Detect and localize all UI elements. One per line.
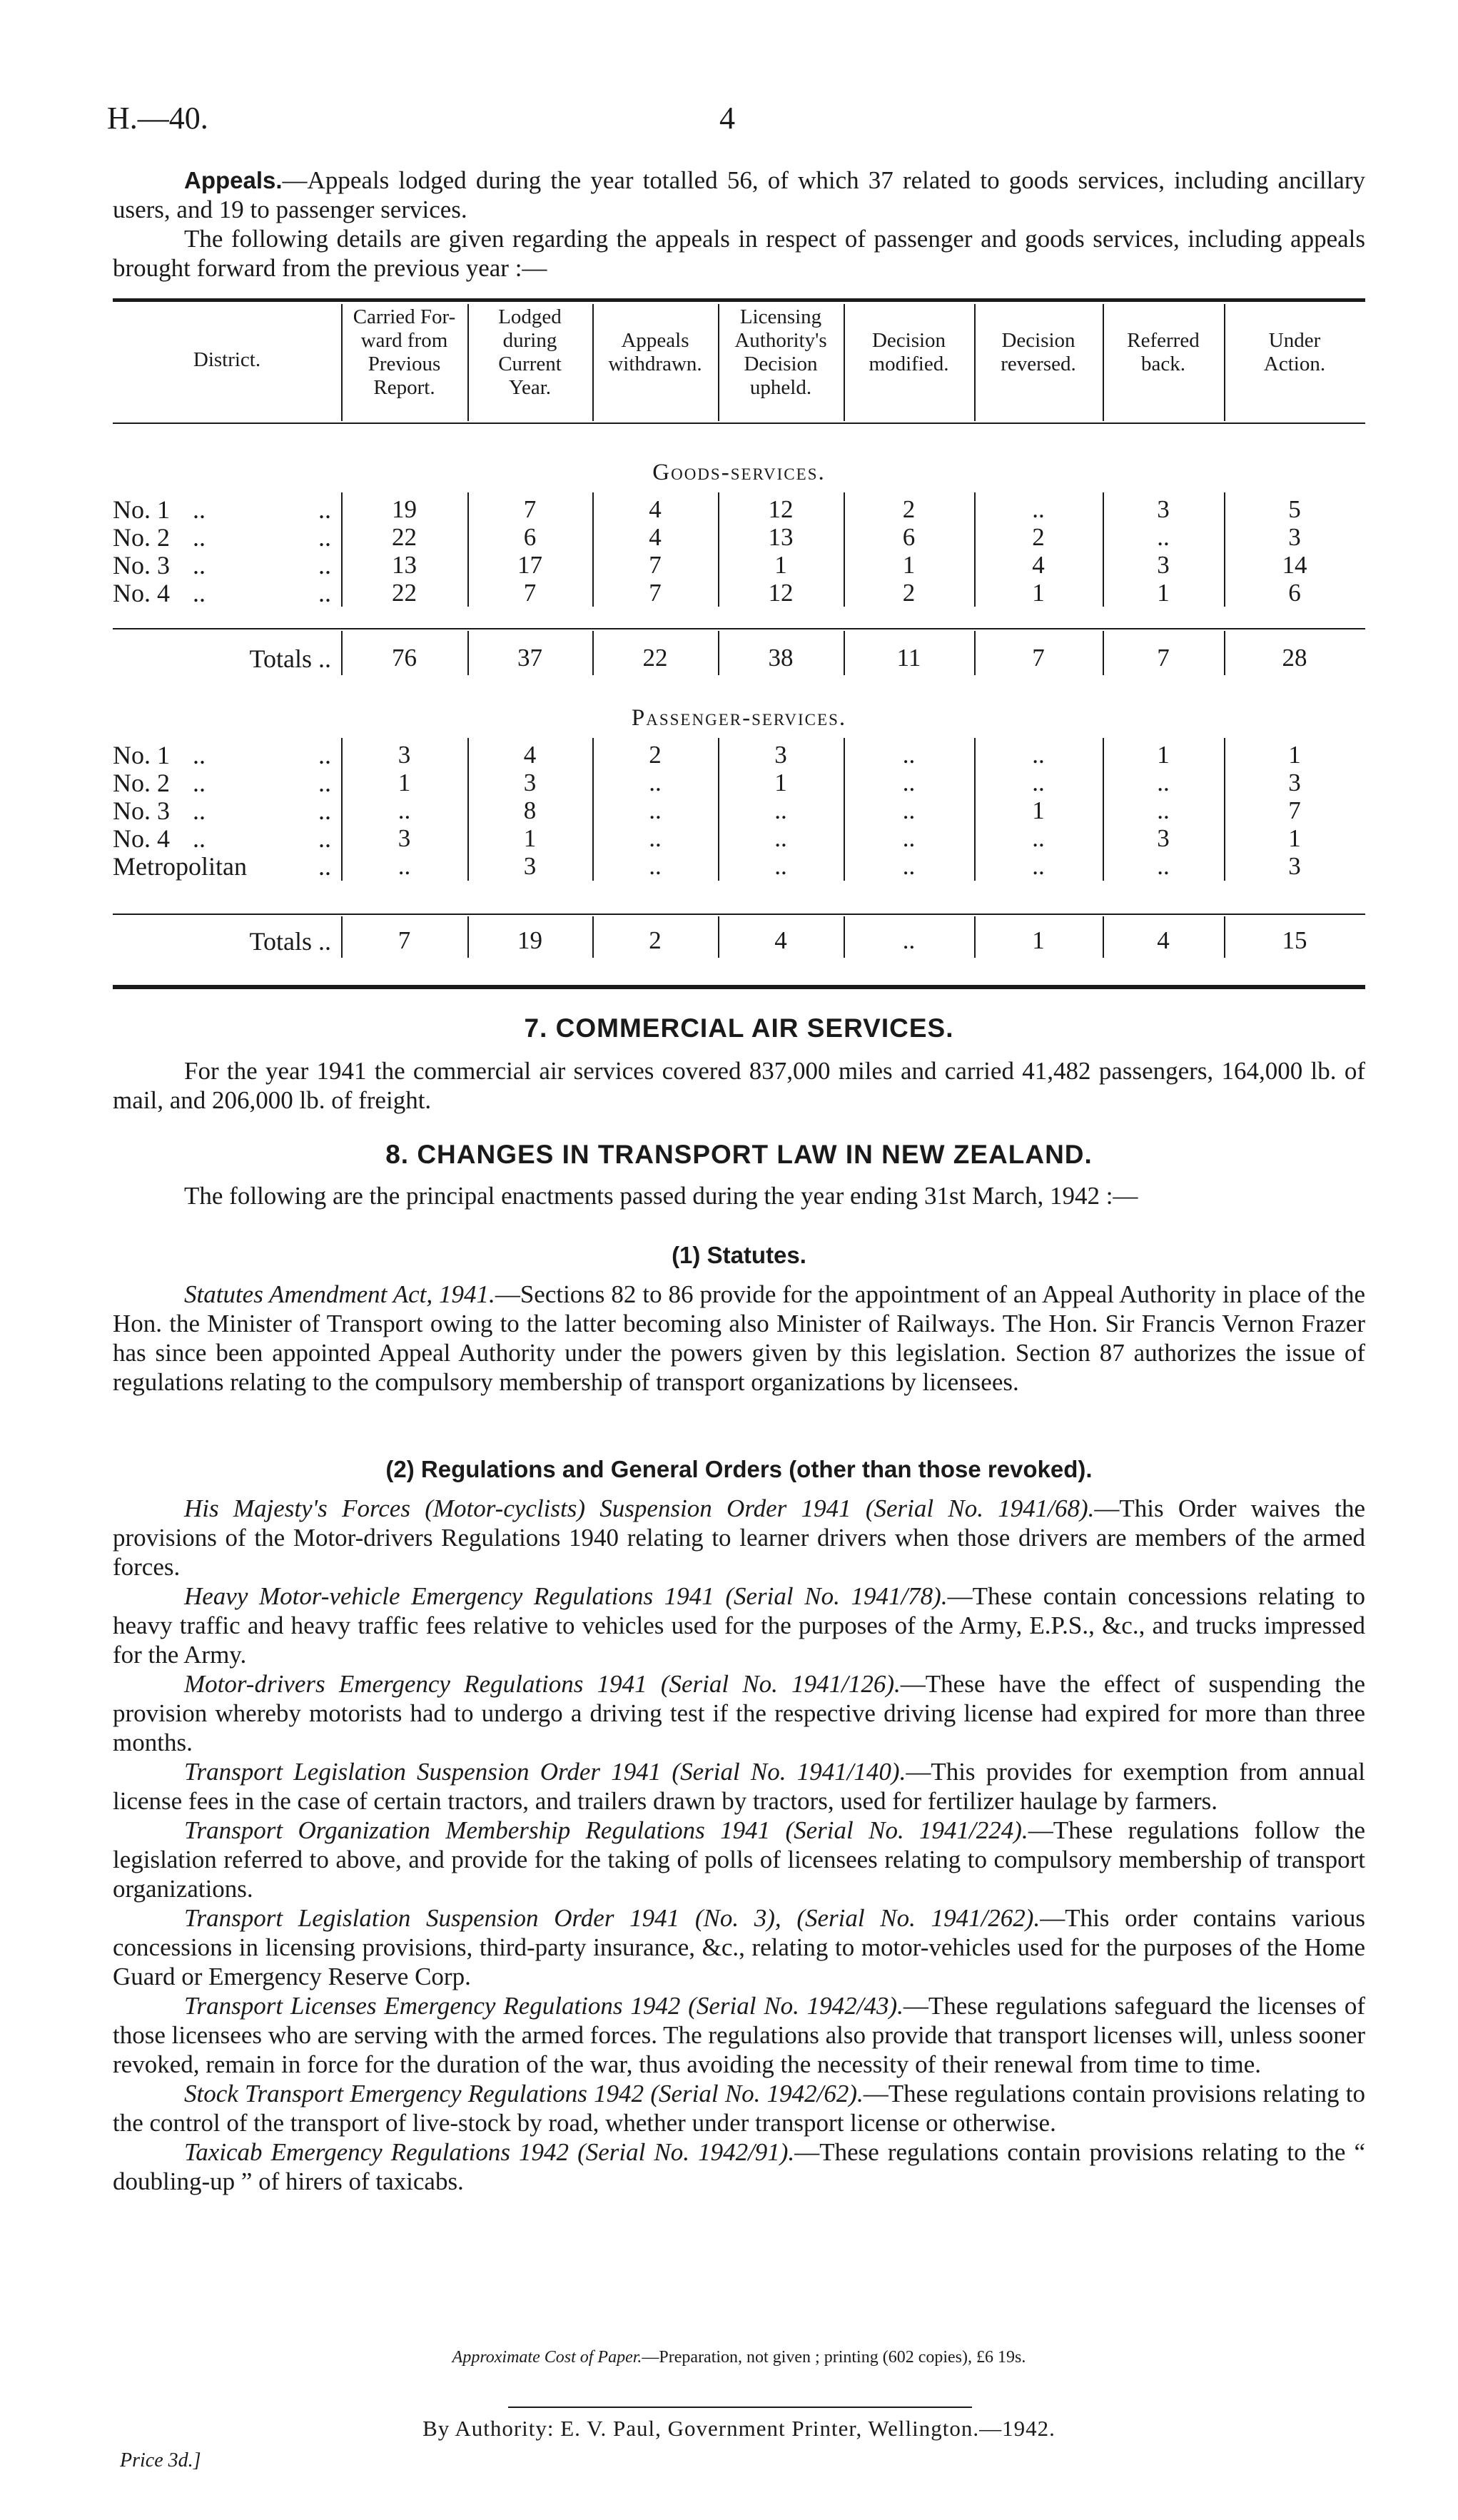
col-header-line: Action.	[1263, 353, 1326, 375]
passenger-total-cell: 2	[649, 926, 662, 954]
goods-totals-rule	[113, 628, 1365, 629]
section-8-intro	[113, 1181, 1365, 1210]
appeals-lead: Appeals.	[184, 167, 283, 193]
col-header-line: Year.	[508, 376, 552, 399]
col-header-district: District.	[193, 348, 261, 371]
leader-dots: ..	[318, 579, 331, 607]
passenger-totals-divider	[718, 916, 719, 958]
goods-totals-divider	[341, 631, 343, 675]
district-name: Metropolitan	[113, 852, 247, 881]
section-7-paragraph	[113, 1056, 1365, 1115]
goods-totals-divider	[467, 631, 469, 675]
passenger-cell: ..	[1032, 769, 1045, 796]
statutes-paragraph	[113, 1280, 1365, 1397]
passenger-total-cell: 4	[774, 926, 787, 954]
goods-cell: 22	[392, 579, 417, 607]
leader-dots: ..	[318, 523, 331, 552]
goods-cell: 1	[1157, 579, 1170, 607]
passenger-cell: 8	[523, 796, 537, 824]
col-header-line: Lodged	[498, 305, 562, 328]
section-8-heading: 8. CHANGES IN TRANSPORT LAW IN NEW ZEALAND.	[385, 1140, 1093, 1169]
leader-dots: ..	[318, 769, 331, 797]
goods-cell: ..	[1157, 523, 1170, 551]
regulation-item	[113, 1669, 1365, 1757]
goods-cell: 2	[902, 579, 916, 607]
passenger-cell: ..	[774, 852, 787, 880]
passenger-cell: 3	[398, 824, 411, 852]
col-header-5	[844, 329, 974, 376]
leader-dots: ..	[318, 852, 331, 881]
passenger-row-label	[113, 796, 341, 825]
passenger-row-label	[113, 769, 341, 797]
goods-total-cell: 7	[1032, 644, 1045, 672]
passenger-cell: 3	[1157, 824, 1170, 852]
passenger-row-label	[113, 824, 341, 853]
passenger-cell: 3	[523, 852, 537, 880]
goods-section-title: Goods-services.	[652, 460, 826, 485]
col-header-line: Current	[498, 353, 562, 375]
goods-total-cell: 76	[392, 644, 417, 672]
goods-cell: 13	[392, 551, 417, 579]
regulation-text: —This order contains various concessions in licensing provisions, third-party insurance, &c., relating to motor-vehicles used for the purposes of the Home Guard or Emergency Reserve Corp.	[113, 1904, 1366, 1990]
regulation-title: His Majesty's Forces (Motor-cyclists) Suspension Order 1941 (Serial No. 1941/68).	[184, 1494, 1095, 1522]
district-name: No. 1	[113, 495, 170, 524]
passenger-cell: ..	[1032, 852, 1045, 880]
passenger-cell: 1	[1157, 741, 1170, 769]
col-header-line: back.	[1141, 353, 1185, 375]
passenger-cell: 2	[649, 741, 662, 769]
section-7-text: For the year 1941 the commercial air services covered 837,000 miles and carried 41,482 passengers, 164,000 lb. of mail, and 206,000 lb. of freight.	[113, 1057, 1365, 1114]
regulation-text: —These regulations contain provisions relating to the “ doubling-up ” of hirers of taxicabs.	[113, 2138, 1365, 2195]
regulation-title: Motor-drivers Emergency Regulations 1941 (Serial No. 1941/126).	[184, 1670, 901, 1698]
leader-dots: ..	[318, 824, 331, 853]
passenger-total-cell: 7	[398, 926, 411, 954]
district-name: No. 3	[113, 551, 170, 580]
goods-total-cell: 7	[1157, 644, 1170, 672]
district-name: No. 4	[113, 824, 170, 853]
cost-label: Approximate Cost of Paper.	[452, 2348, 642, 2367]
passenger-cell: ..	[1157, 769, 1170, 796]
passenger-row-label	[113, 741, 341, 769]
district-name: No. 4	[113, 579, 170, 607]
leader-dots: ..	[318, 796, 331, 825]
passenger-cell: ..	[774, 824, 787, 852]
appeals-table	[113, 298, 1365, 989]
goods-cell: 1	[1032, 579, 1045, 607]
section-7-heading: 7. COMMERCIAL AIR SERVICES.	[524, 1013, 954, 1043]
passenger-cell: 4	[523, 741, 537, 769]
district-name: No. 2	[113, 523, 170, 552]
goods-totals-divider	[1224, 631, 1225, 675]
regulation-title: Transport Licenses Emergency Regulations 1942 (Serial No. 1942/43).	[184, 1992, 903, 2020]
passenger-totals-divider	[844, 916, 845, 958]
goods-cell: 7	[649, 579, 662, 607]
goods-cell: 22	[392, 523, 417, 551]
goods-cell: 6	[1288, 579, 1301, 607]
goods-totals-divider	[1103, 631, 1104, 675]
passenger-total-cell: ..	[902, 926, 916, 954]
footer-divider	[508, 2407, 972, 2408]
regulation-item	[113, 2137, 1365, 2196]
passenger-cell: 3	[1288, 852, 1301, 880]
passenger-totals-label: Totals ..	[249, 927, 331, 956]
appeals-text-2: The following details are given regarding the appeals in respect of passenger and goods services, including appeals brought forward from the previous year :—	[113, 225, 1365, 282]
goods-cell: 1	[902, 551, 916, 579]
regulation-title: Stock Transport Emergency Regulations 1942 (Serial No. 1942/62).	[184, 2080, 864, 2107]
col-header-4	[718, 305, 844, 400]
goods-cell: 3	[1157, 495, 1170, 523]
goods-totals-label: Totals ..	[249, 644, 331, 673]
col-header-line: withdrawn.	[608, 353, 702, 375]
goods-totals-divider	[844, 631, 845, 675]
col-header-1	[341, 305, 467, 400]
price: Price 3d.]	[120, 2449, 201, 2471]
col-header-8	[1224, 329, 1365, 376]
goods-totals-divider	[592, 631, 594, 675]
passenger-cell: ..	[649, 852, 662, 880]
leader-dots: ..	[193, 796, 206, 825]
goods-cell: 1	[774, 551, 787, 579]
col-header-3	[592, 329, 718, 376]
passenger-totals-divider	[974, 916, 976, 958]
passenger-totals-divider	[467, 916, 469, 958]
col-header-line: Appeals	[621, 329, 689, 352]
col-header-line: reversed.	[1001, 353, 1076, 375]
goods-cell: 2	[902, 495, 916, 523]
regulation-item	[113, 1582, 1365, 1669]
goods-cell: 4	[1032, 551, 1045, 579]
passenger-cell: ..	[1157, 852, 1170, 880]
statutes-title: Statutes Amendment Act, 1941.	[184, 1280, 495, 1308]
goods-totals-divider	[718, 631, 719, 675]
goods-total-cell: 38	[768, 644, 794, 672]
col-header-line: ward from	[360, 329, 448, 352]
col-header-7	[1103, 329, 1224, 376]
regulation-title: Transport Legislation Suspension Order 1941 (Serial No. 1941/140).	[184, 1758, 906, 1786]
table-top-rule	[113, 298, 1365, 302]
goods-row-label	[113, 523, 341, 552]
regulation-text: —These contain concessions relating to heavy traffic and heavy traffic fees relative to vehicles used for the purposes of the Army, E.P.S., &c., and trucks impressed for the Army.	[113, 1582, 1365, 1669]
col-header-6	[974, 329, 1103, 376]
cost-of-paper	[113, 2348, 1365, 2367]
passenger-cell: ..	[902, 852, 916, 880]
regulation-title: Transport Legislation Suspension Order 1941 (No. 3), (Serial No. 1941/262).	[184, 1904, 1041, 1932]
passenger-section-title: Passenger-services.	[631, 705, 847, 731]
goods-cell: 17	[517, 551, 542, 579]
goods-cell: 4	[649, 495, 662, 523]
col-header-line: Authority's	[734, 329, 827, 352]
goods-cell: 19	[392, 495, 417, 523]
goods-row-label	[113, 551, 341, 580]
appeals-paragraph	[113, 166, 1365, 283]
goods-cell: 3	[1288, 523, 1301, 551]
passenger-cell: 3	[774, 741, 787, 769]
col-header-line: Licensing	[739, 305, 822, 328]
passenger-cell: ..	[398, 852, 411, 880]
regulation-text: —These regulations follow the legislation referred to above, and provide for the taking of polls of licensees relating to compulsory membership of transport organizations.	[113, 1816, 1365, 1903]
passenger-cell: 1	[523, 824, 537, 852]
passenger-totals-divider	[1224, 916, 1225, 958]
regulation-title: Taxicab Emergency Regulations 1942 (Serial No. 1942/91).	[184, 2138, 795, 2166]
passenger-cell: 1	[774, 769, 787, 796]
passenger-cell: ..	[649, 769, 662, 796]
passenger-cell: 1	[1032, 796, 1045, 824]
leader-dots: ..	[193, 741, 206, 769]
regulations-heading: (2) Regulations and General Orders (other than those revoked).	[385, 1456, 1093, 1482]
goods-cell: 13	[768, 523, 794, 551]
regulation-text: —These have the effect of suspending the provision whereby motorists had to undergo a driving test if the respective driving license had expired for more than three months.	[113, 1670, 1365, 1756]
goods-cell: 12	[768, 495, 794, 523]
regulation-text: —This provides for exemption from annual license fees in the case of certain tractors, and trailers drawn by tractors, used for fertilizer haulage by farmers.	[113, 1758, 1366, 1815]
passenger-cell: ..	[902, 824, 916, 852]
appeals-text-1: —Appeals lodged during the year totalled 56, of which 37 related to goods services, including ancillary users, and 19 to passenger services.	[113, 166, 1365, 223]
goods-cell: 7	[649, 551, 662, 579]
goods-row-label	[113, 495, 341, 524]
leader-dots: ..	[193, 495, 206, 524]
regulation-item	[113, 1494, 1365, 1582]
passenger-totals-rule	[113, 914, 1365, 915]
passenger-cell: 7	[1288, 796, 1301, 824]
passenger-total-cell: 15	[1282, 926, 1307, 954]
leader-dots: ..	[193, 579, 206, 607]
district-name: No. 3	[113, 796, 170, 825]
regulation-item	[113, 1991, 1365, 2079]
col-header-line: Report.	[373, 376, 435, 399]
passenger-cell: ..	[902, 769, 916, 796]
regulation-item	[113, 1757, 1365, 1816]
section-8-intro-text: The following are the principal enactments passed during the year ending 31st March, 1942 :—	[184, 1182, 1138, 1210]
passenger-cell: ..	[774, 796, 787, 824]
goods-cell: 4	[649, 523, 662, 551]
passenger-total-cell: 1	[1032, 926, 1045, 954]
passenger-cell: 3	[1288, 769, 1301, 796]
passenger-cell: ..	[902, 741, 916, 769]
goods-cell: ..	[1032, 495, 1045, 523]
district-name: No. 1	[113, 741, 170, 769]
passenger-cell: ..	[398, 796, 411, 824]
page-number: 4	[719, 101, 735, 136]
col-header-line: during	[502, 329, 557, 352]
printer-authority: By Authority: E. V. Paul, Government Printer, Wellington.—1942.	[422, 2416, 1055, 2441]
leader-dots: ..	[193, 769, 206, 797]
leader-dots: ..	[318, 495, 331, 524]
col-header-line: Under	[1268, 329, 1321, 352]
statutes-heading: (1) Statutes.	[672, 1242, 806, 1268]
col-header-line: Decision	[744, 353, 818, 375]
goods-cell: 7	[523, 495, 537, 523]
passenger-cell: 3	[523, 769, 537, 796]
passenger-cell: 3	[398, 741, 411, 769]
goods-row-label	[113, 579, 341, 607]
goods-total-cell: 11	[896, 644, 921, 672]
passenger-totals-divider	[341, 916, 343, 958]
regulations-list	[113, 1494, 1365, 2196]
passenger-cell: ..	[1032, 741, 1045, 769]
regulation-text: —This Order waives the provisions of the Motor-drivers Regulations 1940 relating to learner drivers when those drivers are members of the armed forces.	[113, 1494, 1366, 1581]
goods-cell: 6	[523, 523, 537, 551]
district-name: No. 2	[113, 769, 170, 797]
goods-cell: 7	[523, 579, 537, 607]
passenger-cell: 1	[1288, 741, 1301, 769]
leader-dots: ..	[193, 551, 206, 580]
goods-cell: 14	[1282, 551, 1307, 579]
cost-text: —Preparation, not given ; printing (602 copies), £6 19s.	[642, 2348, 1026, 2367]
leader-dots: ..	[318, 741, 331, 769]
goods-cell: 12	[768, 579, 794, 607]
col-header-line: Previous	[368, 353, 441, 375]
col-header-line: upheld.	[749, 376, 812, 399]
passenger-cell: ..	[649, 824, 662, 852]
regulation-text: —These regulations contain provisions relating to the control of the transport of live-stock by road, whether under transport license or otherwise.	[113, 2080, 1365, 2137]
passenger-row-label	[113, 852, 341, 881]
passenger-cell: ..	[902, 796, 916, 824]
regulation-title: Transport Organization Membership Regulations 1941 (Serial No. 1941/224).	[184, 1816, 1028, 1844]
passenger-cell: ..	[1157, 796, 1170, 824]
goods-cell: 6	[902, 523, 916, 551]
leader-dots: ..	[193, 824, 206, 853]
passenger-totals-divider	[1103, 916, 1104, 958]
col-header-2	[467, 305, 592, 400]
regulation-item	[113, 1816, 1365, 1903]
statutes-text: —Sections 82 to 86 provide for the appointment of an Appeal Authority in place of the Hon. the Minister of Transport owing to the latter becoming also Minister of Railways. The Hon. Sir Francis Vernon Frazer has since been appointed Appeal Authority under the powers given by this legislation. Section 87 authorizes the issue of regulations relating to the compulsory membership of transport organizations by licensees.	[113, 1280, 1365, 1396]
passenger-total-cell: 4	[1157, 926, 1170, 954]
goods-total-cell: 37	[517, 644, 542, 672]
passenger-cell: 1	[398, 769, 411, 796]
table-header-rule	[113, 422, 1365, 424]
passenger-totals-divider	[592, 916, 594, 958]
goods-total-cell: 28	[1282, 644, 1307, 672]
passenger-cell: 1	[1288, 824, 1301, 852]
goods-total-cell: 22	[642, 644, 668, 672]
passenger-cell: ..	[649, 796, 662, 824]
report-code: H.—40.	[107, 101, 208, 136]
passenger-cell: ..	[1032, 824, 1045, 852]
col-header-line: modified.	[869, 353, 949, 375]
col-header-line: Carried For-	[353, 305, 456, 328]
goods-cell: 3	[1157, 551, 1170, 579]
goods-totals-divider	[974, 631, 976, 675]
regulation-item	[113, 1903, 1365, 1991]
table-bottom-rule	[113, 985, 1365, 989]
leader-dots: ..	[193, 523, 206, 552]
goods-cell: 5	[1288, 495, 1301, 523]
regulation-title: Heavy Motor-vehicle Emergency Regulations 1941 (Serial No. 1941/78).	[184, 1582, 948, 1610]
regulation-item	[113, 2079, 1365, 2137]
goods-cell: 2	[1032, 523, 1045, 551]
passenger-total-cell: 19	[517, 926, 542, 954]
col-header-line: Decision	[871, 329, 946, 352]
col-header-line: Referred	[1127, 329, 1200, 352]
regulation-text: —These regulations safeguard the licenses of those licensees who are serving with the armed forces. The regulations also provide that transport licenses will, unless sooner revoked, remain in force for the duration of the war, thus avoiding the necessity of their renewal from time to time.	[113, 1992, 1365, 2078]
leader-dots: ..	[318, 551, 331, 580]
col-header-line: Decision	[1001, 329, 1075, 352]
